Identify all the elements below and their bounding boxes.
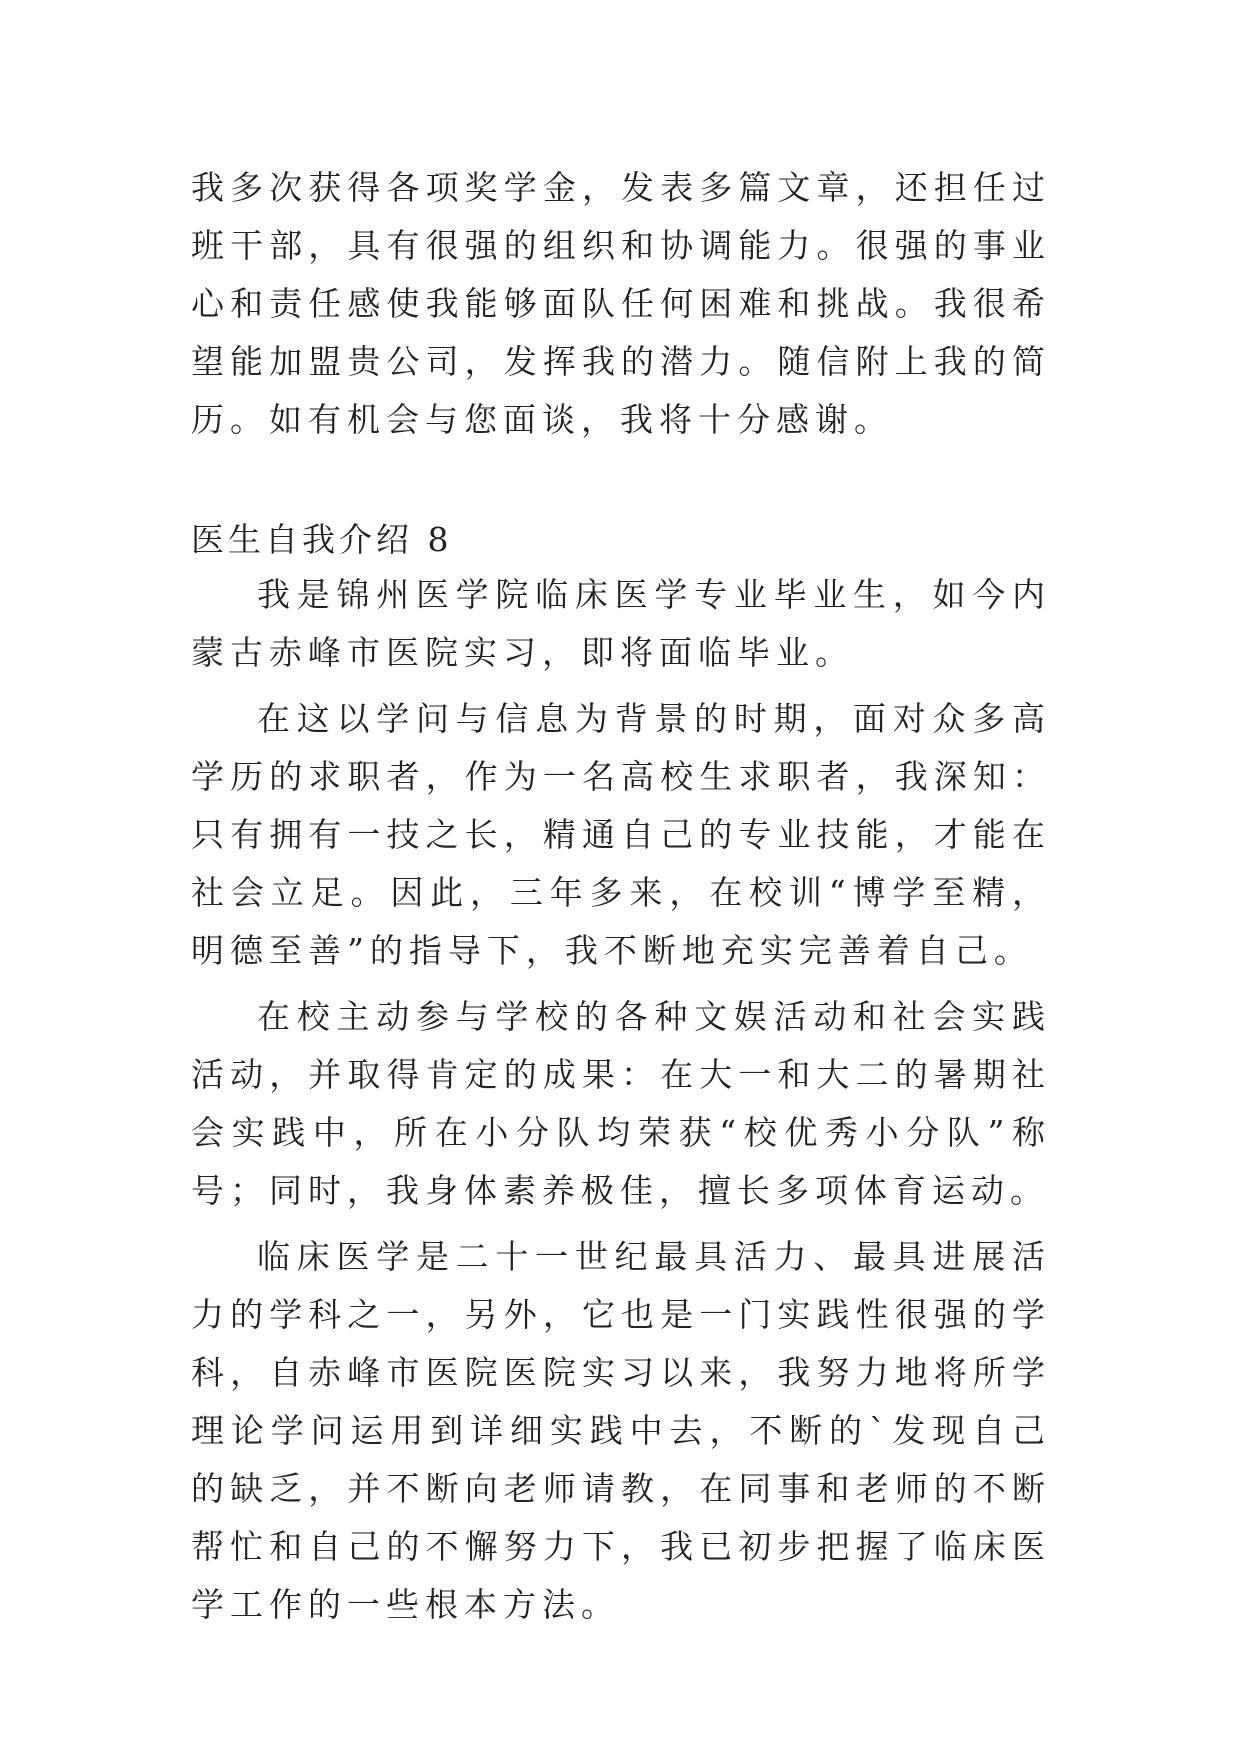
paragraph: 在校主动参与学校的各种文娱活动和社会实践活动，并取得肯定的成果：在大一和大二的暑期社会实践中，所在小分队均荣获“校优秀小分队”称号；同时，我身体素养极佳，擅长多项体育运动。	[191, 997, 1051, 1210]
body-section	[191, 566, 1051, 1642]
paragraph: 临床医学是二十一世纪最具活力、最具进展活力的学科之一，另外，它也是一门实践性很强的学科，自赤峰市医院医院实习以来，我努力地将所学理论学问运用到详细实践中去，不断的`发现自己的缺乏，并不断向老师请教，在同事和老师的不断帮忙和自己的不懈努力下，我已初步把握了临床医学工作的一些根本方法。	[191, 1237, 1051, 1624]
paragraph: 我是锦州医学院临床医学专业毕业生，如今内蒙古赤峰市医院实习，即将面临毕业。	[191, 575, 1051, 672]
section-title: 医生自我介绍 8	[191, 520, 453, 559]
intro-paragraph: 我多次获得各项奖学金，发表多篇文章，还担任过班干部，具有很强的组织和协调能力。很强的事业心和责任感使我能够面队任何困难和挑战。我很希望能加盟贵公司，发挥我的潜力。随信附上我的简历。如有机会与您面谈，我将十分感谢。	[191, 168, 1051, 439]
paragraph: 在这以学问与信息为背景的时期，面对众多高学历的求职者，作为一名高校生求职者，我深知：只有拥有一技之长，精通自己的专业技能，才能在社会立足。因此，三年多来，在校训“博学至精，明德至善”的指导下，我不断地充实完善着自己。	[191, 699, 1051, 970]
intro-section	[191, 159, 1051, 449]
